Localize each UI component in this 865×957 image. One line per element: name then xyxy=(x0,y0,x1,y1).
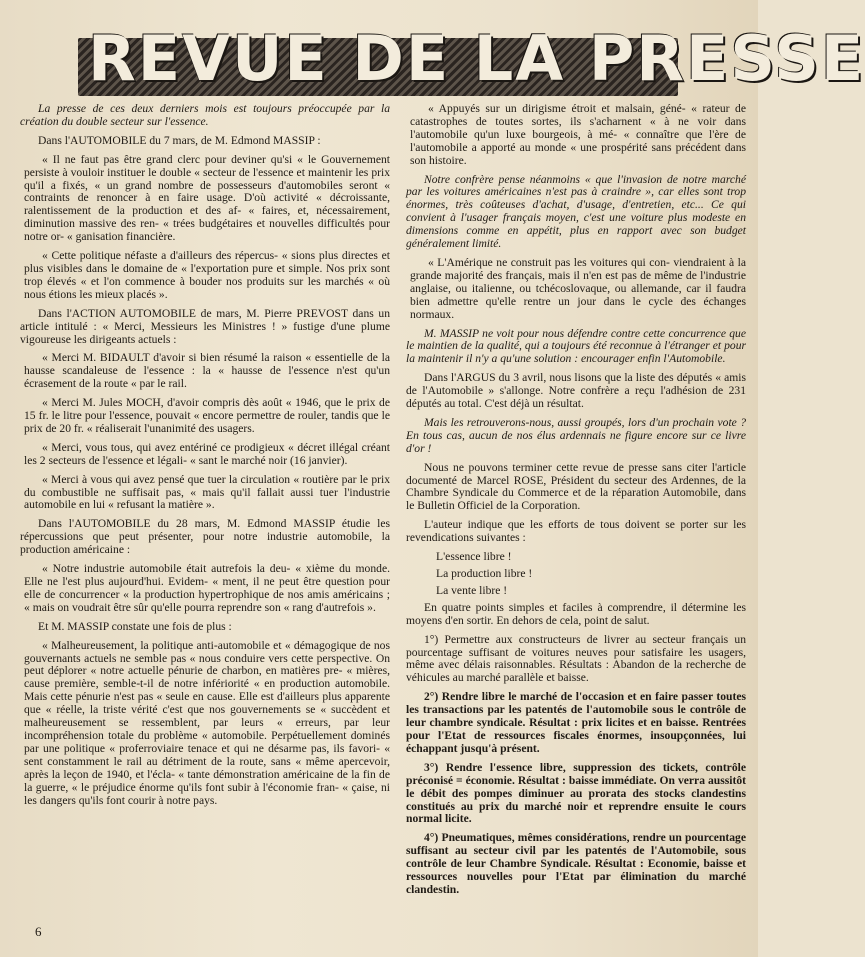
masthead xyxy=(78,8,865,98)
paragraph: La presse de ces deux derniers mois est toujours préoccupée par la création du double secteur sur l'essence. xyxy=(20,102,390,128)
paragraph: Dans l'ACTION AUTOMOBILE de mars, M. Pierre PREVOST dans un article intitulé : « Merci, Messieurs les Ministres ! » fustige d'une plume vigoureuse les dirigeants actuels : xyxy=(20,306,390,346)
paragraph: L'essence libre ! xyxy=(436,550,512,564)
paragraph: En quatre points simples et faciles à comprendre, il détermine les moyens d'en sortir. En dehors de cela, point de salut. xyxy=(406,600,746,627)
paragraph: Dans l'AUTOMOBILE du 7 mars, de M. Edmond MASSIP : xyxy=(38,133,321,147)
paragraph: « Il ne faut pas être grand clerc pour deviner qu'si « le Gouvernement persiste à vouloir instituer le double « secteur de l'essence et maintenir les prix qu'il a fixés, « un grand nombre de possesseurs d'automobiles seront « contraints de renoncer à en faire usage. D'où activité « décroissante, ralentissement de la production et des af- « faires, et, nécessairement, diminution massive des ren- « trées budgétaires et nouvelles difficultés pour notre or- « ganisation financière. xyxy=(24,152,390,244)
paragraph: « Cette politique néfaste a d'ailleurs des répercus- « sions plus directes et plus visibles dans le domaine de « l'exportation pure et simple. Nos prix sont trop élevés « et l'on commence à bouder nos produits sur les marchés « où nous étions les mieux placés ». xyxy=(24,249,390,301)
paragraph: Et M. MASSIP constate une fois de plus : xyxy=(38,619,232,633)
left-column xyxy=(20,103,390,813)
paragraph: Dans l'ARGUS du 3 avril, nous lisons que la liste des députés « amis de l'Automobile » s'allonge. Notre confrère a reçu l'adhésion de 231 députés au total. C'est déjà un résultat. xyxy=(406,371,746,411)
paragraph: 4°) Pneumatiques, mêmes considérations, rendre un pourcentage suffisant au secteur civil par les patentés de l'Automobile, sous contrôle de leur Chambre Syndicale. Résultat : Economie, baisse et ressources nouvelles pour l'Etat par élimination du marché clandestin. xyxy=(406,831,746,896)
paragraph: « Appuyés sur un dirigisme étroit et malsain, géné- « rateur de catastrophes de toutes sortes, ils s'acharnent « à ne voir dans l'automobile qu'un luxe bourgeois, à mé- « connaître que l'ère de l'automobile a apporté au monde « une prospérité sans précédent dans son histoire. xyxy=(410,102,746,167)
masthead-title: REVUE DE LA PRESSE xyxy=(88,22,865,95)
paragraph: « Notre industrie automobile était autrefois la deu- « xième du monde. Elle ne l'est plus aujourd'hui. Evidem- « ment, il ne peut être question pour elle de concurrencer « la production hypertrophique de nos amis américains ; « mais on voudrait être sûr qu'elle pourra reprendre son « rang d'autrefois ». xyxy=(24,562,390,614)
page-number: 6 xyxy=(35,924,42,939)
paragraph: 3°) Rendre l'essence libre, suppression des tickets, contrôle préconisé = économie. Résultat : baisse immédiate. On verra aussitôt le débit des pompes diminuer au prorata des stocks clandestins constitués au prix du marché noir et reprendre ensuite le cours normal licite. xyxy=(406,760,746,826)
paragraph: Mais les retrouverons-nous, aussi groupés, lors d'un prochain vote ? En tous cas, aucun de nos élus ardennais ne figure encore sur ce livre d'or ! xyxy=(406,415,746,455)
paragraph: « Merci M. Jules MOCH, d'avoir compris dès août « 1946, que le prix de 15 fr. le litre pour l'essence, pouvait « encore permettre de rouler, tandis que le prix de 20 fr. « réaliserait l'unanimité des usagers. xyxy=(24,396,390,435)
paragraph: L'auteur indique que les efforts de tous doivent se porter sur les revendications suivantes : xyxy=(406,518,746,545)
paragraph: La production libre ! xyxy=(436,567,533,580)
paragraph: Notre confrère pense néanmoins « que l'invasion de notre marché par les voitures américaines n'est pas à craindre », car elles sont trop énormes, très coûteuses d'achat, d'usage, d'entretien, etc... Ce qui convient à l'usager français moyen, c'est une voiture plus modeste en dimensions comme en appétit, plus en rapport avec son budget généralement limité. xyxy=(406,172,746,251)
paragraph: M. MASSIP ne voit pour nous défendre contre cette concurrence que le maintien de la qualité, qui a toujours été reconnue à l'étranger et pour la maintenir il n'y a qu'une solution : encourager enfin l'Automobile. xyxy=(406,326,746,366)
paragraph: « Malheureusement, la politique anti-automobile et « démagogique de nos gouvernants actuels ne semble pas « nous conduire vers cette perspective. On peut déplorer « notre actuelle pénurie de charbon, en matières pre- « mières, cause première, semble-t-il de notre infériorité « en production automobile. Mais cette pénurie n'est pas « seule en cause. Elle est d'ailleurs plus apparente que « réelle, la triste vérité c'est que nos gouvernements se « succèdent et malheureusement se ressemblent, par leurs « erreurs, par leur incompréhension totale du problème « automobile. Perpétuellement dominés par une politique « proferroviaire tenace et qui ne désarme pas, ils favori- « sent constamment le rail au détriment de la route, sans « même apercevoir, après la leçon de 1940, et l'écla- « tante démonstration américaine de la fin de la guerre, « le préjudice énorme qu'ils font subir à l'économie fran- « çaise, ni les dangers qu'ils font courir à notre pays. xyxy=(24,638,390,807)
paragraph: 1°) Permettre aux constructeurs de livrer au secteur français un pourcentage suffisant de voitures neuves pour satisfaire les usagers, même avec délais raisonnables. Résultats : Abandon de la recherche de véhicules au marché parallèle et baisse. xyxy=(406,632,746,685)
paragraph: La vente libre ! xyxy=(436,583,508,597)
paragraph: Nous ne pouvons terminer cette revue de presse sans citer l'article documenté de Marcel ROSE, Président du secteur des Ardennes, de la Chambre Syndicale du Commerce et de la réparation Automobile, dans le Bulletin Officiel de la Corporation. xyxy=(406,460,746,513)
paragraph: « Merci M. BIDAULT d'avoir si bien résumé la raison « essentielle de la hausse scandaleuse de l'essence : la « hausse de l'essence n'est qu'un écrasement de la route « par le rail. xyxy=(24,351,390,391)
paragraph: « L'Amérique ne construit pas les voitures qui con- viendraient à la grande majorité des français, mais il n'en est pas de même de l'industrie anglaise, ou italienne, ou tchécoslovaque, ou allemande, car il faudra bien admettre qu'elle rentre un jour dans le cycle des échanges normaux. xyxy=(410,255,746,321)
paragraph: « Merci à vous qui avez pensé que tuer la circulation « routière par le prix du combustible ne suffisait pas, « mais qu'il fallait aussi tuer l'industrie automobile en lui « refusant la matière ». xyxy=(24,472,390,512)
paragraph: « Merci, vous tous, qui avez entériné ce prodigieux « décret illégal créant les 2 secteurs de l'essence et légali- « sant le marché noir (16 janvier). xyxy=(24,440,390,467)
paragraph: Dans l'AUTOMOBILE du 28 mars, M. Edmond MASSIP étudie les répercussions que peut présenter, pour notre industrie automobile, la production américaine : xyxy=(20,517,390,557)
paragraph: 2°) Rendre libre le marché de l'occasion et en faire passer toutes les transactions par les patentés de l'automobile sous le contrôle de leur chambre syndicale. Résultat : prix licites et en baisse. Rentrées pour l'Etat de ressources fiscales énormes, insoupçonnées, lui échappant jusqu'à présent. xyxy=(406,690,746,755)
right-column xyxy=(406,103,746,903)
